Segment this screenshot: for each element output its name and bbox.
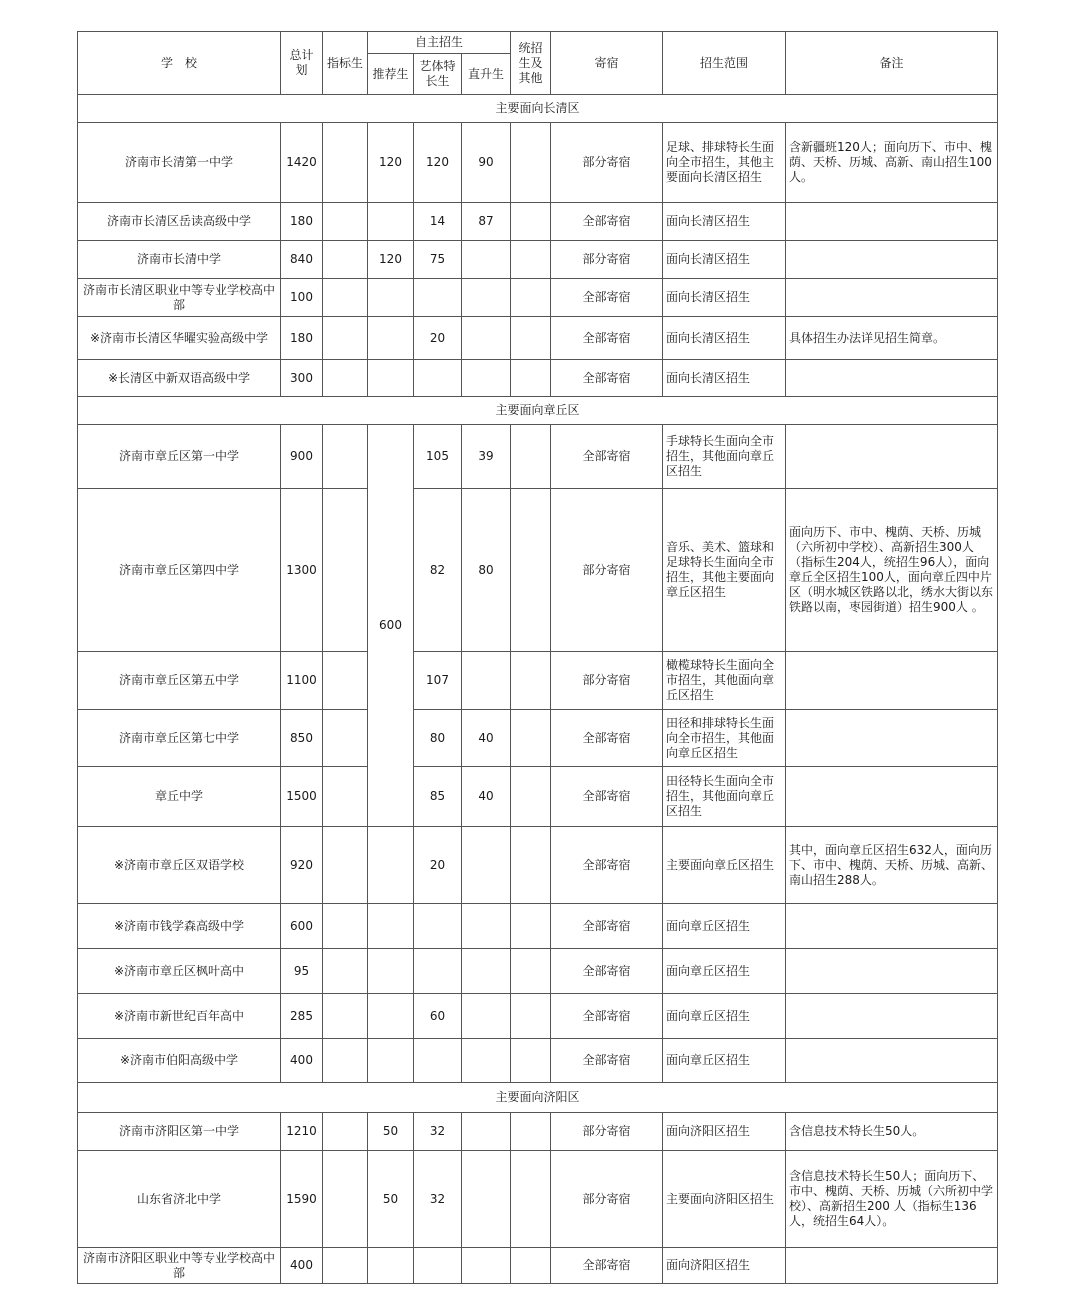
art-sport-cell	[414, 360, 462, 397]
quota-cell	[323, 425, 368, 489]
table-row	[78, 279, 998, 317]
remarks-cell	[786, 710, 998, 767]
quota-cell	[323, 904, 368, 949]
remarks-cell	[786, 425, 998, 489]
header-remarks: 备注	[786, 32, 998, 95]
total-plan-cell: 180	[281, 317, 323, 360]
scope-cell: 面向章丘区招生	[663, 994, 786, 1039]
scope-cell: 面向长清区招生	[663, 241, 786, 279]
recommend-cell	[368, 279, 414, 317]
direct-cell	[462, 994, 511, 1039]
quota-cell	[323, 767, 368, 827]
quota-cell	[323, 279, 368, 317]
total-plan-cell: 95	[281, 949, 323, 994]
direct-cell: 40	[462, 767, 511, 827]
remarks-cell	[786, 360, 998, 397]
direct-cell	[462, 1113, 511, 1151]
art-sport-cell: 32	[414, 1113, 462, 1151]
recommend-cell: 120	[368, 123, 414, 203]
boarding-cell: 全部寄宿	[551, 710, 663, 767]
unified-cell	[511, 279, 551, 317]
boarding-cell: 全部寄宿	[551, 317, 663, 360]
total-plan-cell: 285	[281, 994, 323, 1039]
scope-cell: 主要面向章丘区招生	[663, 827, 786, 904]
school-name-cell: 山东省济北中学	[78, 1151, 281, 1248]
table-row	[78, 994, 998, 1039]
art-sport-cell: 60	[414, 994, 462, 1039]
recommend-merged-cell: 600	[368, 425, 414, 827]
boarding-cell: 全部寄宿	[551, 1248, 663, 1284]
direct-cell: 87	[462, 203, 511, 241]
unified-cell	[511, 1248, 551, 1284]
unified-cell	[511, 489, 551, 652]
unified-cell	[511, 1151, 551, 1248]
direct-cell	[462, 279, 511, 317]
remarks-cell: 含新疆班120人；面向历下、市中、槐荫、天桥、历城、高新、南山招生100人。	[786, 123, 998, 203]
art-sport-cell: 32	[414, 1151, 462, 1248]
boarding-cell: 全部寄宿	[551, 994, 663, 1039]
school-name-cell: 济南市章丘区第一中学	[78, 425, 281, 489]
quota-cell	[323, 652, 368, 710]
quota-cell	[323, 317, 368, 360]
quota-cell	[323, 1248, 368, 1284]
art-sport-cell: 82	[414, 489, 462, 652]
quota-cell	[323, 994, 368, 1039]
unified-cell	[511, 241, 551, 279]
section-title: 主要面向章丘区	[78, 397, 998, 425]
quota-cell	[323, 949, 368, 994]
remarks-cell	[786, 1039, 998, 1083]
school-name-cell: 济南市长清区岳读高级中学	[78, 203, 281, 241]
unified-cell	[511, 1039, 551, 1083]
unified-cell	[511, 767, 551, 827]
section-header-row	[78, 95, 998, 123]
total-plan-cell: 850	[281, 710, 323, 767]
section-header-row	[78, 1083, 998, 1113]
remarks-cell: 其中，面向章丘区招生632人，面向历下、市中、槐荫、天桥、历城、高新、南山招生288人。	[786, 827, 998, 904]
school-name-cell: 济南市长清区职业中等专业学校高中部	[78, 279, 281, 317]
direct-cell	[462, 1248, 511, 1284]
header-art-sport: 艺体特长生	[414, 54, 462, 95]
recommend-cell	[368, 360, 414, 397]
unified-cell	[511, 949, 551, 994]
recommend-cell	[368, 1039, 414, 1083]
total-plan-cell: 600	[281, 904, 323, 949]
art-sport-cell	[414, 904, 462, 949]
quota-cell	[323, 360, 368, 397]
scope-cell: 面向长清区招生	[663, 203, 786, 241]
school-name-cell: 济南市济阳区第一中学	[78, 1113, 281, 1151]
remarks-cell	[786, 994, 998, 1039]
scope-cell: 面向章丘区招生	[663, 949, 786, 994]
school-name-cell: 济南市章丘区第七中学	[78, 710, 281, 767]
direct-cell	[462, 241, 511, 279]
recommend-cell: 120	[368, 241, 414, 279]
total-plan-cell: 1300	[281, 489, 323, 652]
table-row	[78, 489, 998, 652]
total-plan-cell: 1590	[281, 1151, 323, 1248]
art-sport-cell: 20	[414, 317, 462, 360]
scope-cell: 面向长清区招生	[663, 279, 786, 317]
school-name-cell: 济南市章丘区第五中学	[78, 652, 281, 710]
unified-cell	[511, 710, 551, 767]
total-plan-cell: 1500	[281, 767, 323, 827]
recommend-cell	[368, 994, 414, 1039]
boarding-cell: 全部寄宿	[551, 949, 663, 994]
scope-cell: 面向济阳区招生	[663, 1113, 786, 1151]
table-row	[78, 1248, 998, 1284]
boarding-cell: 部分寄宿	[551, 1113, 663, 1151]
quota-cell	[323, 1151, 368, 1248]
remarks-cell	[786, 767, 998, 827]
table-row	[78, 203, 998, 241]
direct-cell	[462, 949, 511, 994]
table-row	[78, 904, 998, 949]
header-quota: 指标生	[323, 32, 368, 95]
unified-cell	[511, 994, 551, 1039]
total-plan-cell: 1420	[281, 123, 323, 203]
header-row-top	[78, 32, 998, 54]
boarding-cell: 全部寄宿	[551, 827, 663, 904]
header-recommend: 推荐生	[368, 54, 414, 95]
recommend-cell	[368, 949, 414, 994]
unified-cell	[511, 360, 551, 397]
direct-cell: 39	[462, 425, 511, 489]
section-title: 主要面向长清区	[78, 95, 998, 123]
quota-cell	[323, 710, 368, 767]
unified-cell	[511, 203, 551, 241]
boarding-cell: 部分寄宿	[551, 123, 663, 203]
header-direct: 直升生	[462, 54, 511, 95]
table-row	[78, 123, 998, 203]
unified-cell	[511, 652, 551, 710]
boarding-cell: 全部寄宿	[551, 203, 663, 241]
table-row	[78, 241, 998, 279]
direct-cell	[462, 652, 511, 710]
total-plan-cell: 300	[281, 360, 323, 397]
recommend-cell	[368, 203, 414, 241]
quota-cell	[323, 241, 368, 279]
school-name-cell: 济南市长清中学	[78, 241, 281, 279]
remarks-cell: 含信息技术特长生50人；面向历下、市中、槐荫、天桥、历城（六所初中学校）、高新招生200 人（指标生136人，统招生64人）。	[786, 1151, 998, 1248]
total-plan-cell: 400	[281, 1039, 323, 1083]
boarding-cell: 全部寄宿	[551, 279, 663, 317]
recommend-cell	[368, 1248, 414, 1284]
direct-cell	[462, 360, 511, 397]
table-row	[78, 425, 998, 489]
header-total-plan: 总计划	[281, 32, 323, 95]
section-title: 主要面向济阳区	[78, 1083, 998, 1113]
recommend-cell	[368, 904, 414, 949]
art-sport-cell: 75	[414, 241, 462, 279]
art-sport-cell: 20	[414, 827, 462, 904]
direct-cell: 90	[462, 123, 511, 203]
direct-cell	[462, 827, 511, 904]
art-sport-cell: 14	[414, 203, 462, 241]
unified-cell	[511, 1113, 551, 1151]
total-plan-cell: 900	[281, 425, 323, 489]
unified-cell	[511, 425, 551, 489]
remarks-cell	[786, 241, 998, 279]
boarding-cell: 全部寄宿	[551, 360, 663, 397]
table-body	[78, 95, 998, 1284]
header-self-enroll: 自主招生	[368, 32, 511, 54]
table-row	[78, 1039, 998, 1083]
scope-cell: 橄榄球特长生面向全市招生，其他面向章丘区招生	[663, 652, 786, 710]
quota-cell	[323, 203, 368, 241]
quota-cell	[323, 827, 368, 904]
boarding-cell: 全部寄宿	[551, 1039, 663, 1083]
remarks-cell	[786, 203, 998, 241]
art-sport-cell: 120	[414, 123, 462, 203]
total-plan-cell: 180	[281, 203, 323, 241]
art-sport-cell	[414, 1039, 462, 1083]
direct-cell: 80	[462, 489, 511, 652]
direct-cell: 40	[462, 710, 511, 767]
scope-cell: 面向长清区招生	[663, 360, 786, 397]
art-sport-cell: 107	[414, 652, 462, 710]
recommend-cell: 50	[368, 1113, 414, 1151]
remarks-cell	[786, 904, 998, 949]
remarks-cell	[786, 1248, 998, 1284]
table-row	[78, 827, 998, 904]
scope-cell: 田径特长生面向全市招生，其他面向章丘区招生	[663, 767, 786, 827]
table-row	[78, 317, 998, 360]
total-plan-cell: 840	[281, 241, 323, 279]
scope-cell: 面向章丘区招生	[663, 904, 786, 949]
remarks-cell: 具体招生办法详见招生简章。	[786, 317, 998, 360]
art-sport-cell: 80	[414, 710, 462, 767]
scope-cell: 足球、排球特长生面向全市招生，其他主要面向长清区招生	[663, 123, 786, 203]
boarding-cell: 部分寄宿	[551, 489, 663, 652]
art-sport-cell	[414, 1248, 462, 1284]
scope-cell: 面向长清区招生	[663, 317, 786, 360]
boarding-cell: 全部寄宿	[551, 904, 663, 949]
table-row	[78, 767, 998, 827]
quota-cell	[323, 489, 368, 652]
remarks-cell	[786, 279, 998, 317]
unified-cell	[511, 827, 551, 904]
school-name-cell: 济南市长清第一中学	[78, 123, 281, 203]
header-unified: 统招生及其他	[511, 32, 551, 95]
school-name-cell: ※济南市伯阳高级中学	[78, 1039, 281, 1083]
total-plan-cell: 400	[281, 1248, 323, 1284]
direct-cell	[462, 904, 511, 949]
table-row	[78, 1113, 998, 1151]
school-name-cell: 济南市章丘区第四中学	[78, 489, 281, 652]
art-sport-cell: 85	[414, 767, 462, 827]
school-name-cell: ※济南市章丘区枫叶高中	[78, 949, 281, 994]
scope-cell: 面向济阳区招生	[663, 1248, 786, 1284]
table-row	[78, 360, 998, 397]
total-plan-cell: 920	[281, 827, 323, 904]
recommend-cell	[368, 827, 414, 904]
recommend-cell	[368, 317, 414, 360]
scope-cell: 音乐、美术、篮球和足球特长生面向全市招生，其他主要面向章丘区招生	[663, 489, 786, 652]
table-row	[78, 949, 998, 994]
boarding-cell: 部分寄宿	[551, 1151, 663, 1248]
total-plan-cell: 1100	[281, 652, 323, 710]
direct-cell	[462, 317, 511, 360]
table-row	[78, 710, 998, 767]
header-school: 学 校	[78, 32, 281, 95]
boarding-cell: 全部寄宿	[551, 425, 663, 489]
unified-cell	[511, 123, 551, 203]
scope-cell: 田径和排球特长生面向全市招生，其他面向章丘区招生	[663, 710, 786, 767]
enrollment-plan-table	[77, 31, 998, 1284]
boarding-cell: 部分寄宿	[551, 241, 663, 279]
section-header-row	[78, 397, 998, 425]
direct-cell	[462, 1151, 511, 1248]
total-plan-cell: 100	[281, 279, 323, 317]
total-plan-cell: 1210	[281, 1113, 323, 1151]
header-scope: 招生范围	[663, 32, 786, 95]
art-sport-cell	[414, 949, 462, 994]
header-boarding: 寄宿	[551, 32, 663, 95]
recommend-cell: 50	[368, 1151, 414, 1248]
unified-cell	[511, 904, 551, 949]
school-name-cell: ※长清区中新双语高级中学	[78, 360, 281, 397]
quota-cell	[323, 1039, 368, 1083]
remarks-cell	[786, 949, 998, 994]
quota-cell	[323, 123, 368, 203]
art-sport-cell: 105	[414, 425, 462, 489]
unified-cell	[511, 317, 551, 360]
remarks-cell: 面向历下、市中、槐荫、天桥、历城（六所初中学校）、高新招生300人（指标生204人，统招生96人），面向章丘全区招生100人，面向章丘四中片区（明水城区铁路以北，绣水大街以东铁路以南，枣园街道）招生900人 。	[786, 489, 998, 652]
boarding-cell: 全部寄宿	[551, 767, 663, 827]
school-name-cell: ※济南市新世纪百年高中	[78, 994, 281, 1039]
remarks-cell: 含信息技术特长生50人。	[786, 1113, 998, 1151]
scope-cell: 主要面向济阳区招生	[663, 1151, 786, 1248]
table-row	[78, 652, 998, 710]
school-name-cell: ※济南市长清区华曜实验高级中学	[78, 317, 281, 360]
table-row	[78, 1151, 998, 1248]
scope-cell: 手球特长生面向全市招生，其他面向章丘区招生	[663, 425, 786, 489]
school-name-cell: ※济南市章丘区双语学校	[78, 827, 281, 904]
school-name-cell: 济南市济阳区职业中等专业学校高中部	[78, 1248, 281, 1284]
scope-cell: 面向章丘区招生	[663, 1039, 786, 1083]
quota-cell	[323, 1113, 368, 1151]
remarks-cell	[786, 652, 998, 710]
art-sport-cell	[414, 279, 462, 317]
school-name-cell: ※济南市钱学森高级中学	[78, 904, 281, 949]
direct-cell	[462, 1039, 511, 1083]
school-name-cell: 章丘中学	[78, 767, 281, 827]
boarding-cell: 部分寄宿	[551, 652, 663, 710]
